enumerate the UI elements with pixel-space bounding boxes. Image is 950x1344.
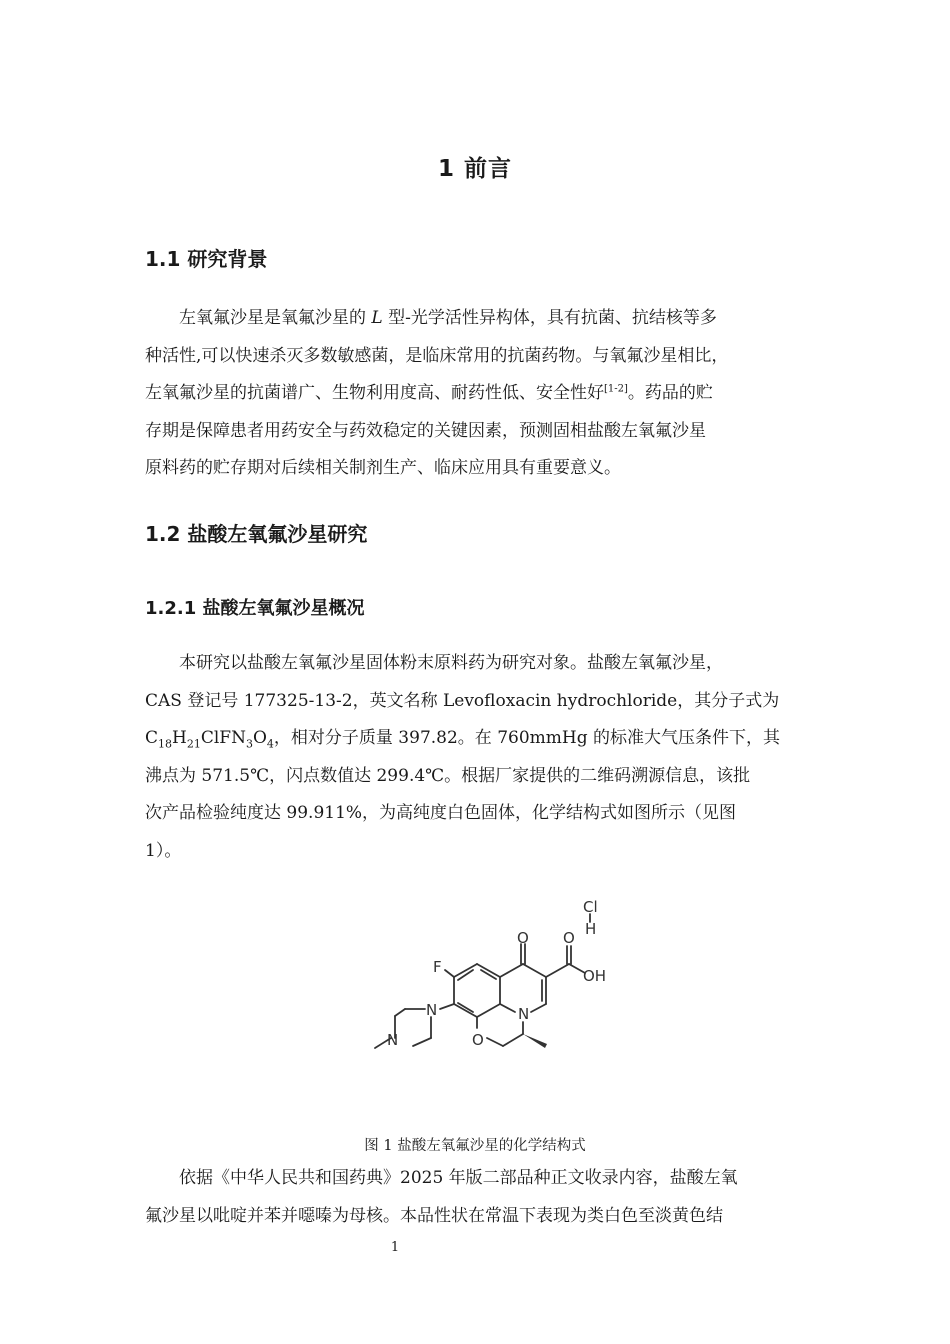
atom-label-n: N: [426, 1001, 438, 1019]
paragraph-line: 氟沙星以吡啶并苯并噁嗪为母核。本品性状在常温下表现为类白色至淡黄色结: [145, 1205, 723, 1226]
atom-label-cl: Cl: [583, 898, 598, 916]
paragraph-line: $C_{18}H_{21}ClFN_3O_4$，相对分子质量 397.82。在 760mmHg 的标准大气压条件下，其: [145, 728, 780, 751]
paragraph-line: 依据《中华人民共和国药典》2025 年版二部品种正文收录内容，盐酸左氧: [179, 1168, 738, 1188]
section-heading-1-1: 1.1 研究背景: [145, 247, 268, 271]
paragraph-line: 本研究以盐酸左氧氟沙星固体粉末原料药为研究对象。盐酸左氧氟沙星，: [179, 653, 723, 673]
atom-label-n: N: [387, 1031, 399, 1049]
page-number: 1: [390, 1240, 400, 1255]
paragraph-line: 左氧氟沙星是氧氟沙星的 L 型-光学活性异构体，具有抗菌、抗结核等多: [179, 308, 717, 328]
paragraph-line: 次产品检验纯度达 99.911%，为高纯度白色固体，化学结构式如图所示（见图: [145, 803, 737, 823]
molecular-formula: $C_{18}H_{21}ClFN_3O_4$: [145, 728, 274, 751]
methyl-wedge-bond: [523, 1034, 547, 1048]
section-heading-1-2: 1.2 盐酸左氧氟沙星研究: [145, 522, 368, 546]
atom-label-o: O: [472, 1031, 484, 1049]
paragraph-line: 1）。: [145, 840, 182, 861]
paragraph-line: 种活性,可以快速杀灭多数敏感菌，是临床常用的抗菌药物。与氧氟沙星相比，: [145, 345, 729, 366]
citation-1-2: [1-2]: [604, 383, 628, 395]
atom-label-o: O: [563, 929, 575, 947]
paragraph-line: 沸点为 571.5℃，闪点数值达 299.4℃。根据厂家提供的二维码溯源信息，该批: [145, 765, 751, 786]
levofloxacin-hcl-structure: [365, 888, 625, 1068]
paragraph-overview: [145, 645, 809, 870]
atom-label-o: O: [517, 929, 529, 947]
chemical-structure-figure: [365, 888, 625, 1068]
subsection-heading-1-2-1: 1.2.1 盐酸左氧氟沙星概况: [145, 598, 365, 619]
chapter-title: 1 前言: [437, 156, 512, 182]
paragraph-line: 存期是保障患者用药安全与药效稳定的关键因素，预测固相盐酸左氧氟沙星: [145, 420, 706, 441]
paragraph-line: 左氧氟沙星的抗菌谱广、生物利用度高、耐药性低、安全性好[1-2]。药品的贮: [145, 383, 713, 403]
figure-caption: 图 1 盐酸左氧氟沙星的化学结构式: [364, 1138, 586, 1154]
atom-label-f: F: [433, 958, 442, 976]
atom-label-n: N: [518, 1005, 530, 1023]
paragraph-pharmacopoeia: [145, 1160, 809, 1235]
paragraph-line: CAS 登记号 177325-13-2，英文名称 Levofloxacin hydrochloride，其分子式为: [145, 690, 780, 711]
atom-label-h: H: [585, 920, 597, 938]
atom-label-oh: OH: [583, 967, 607, 985]
paragraph-line: 原料药的贮存期对后续相关制剂生产、临床应用具有重要意义。: [145, 458, 621, 478]
paragraph-research-background: [145, 300, 809, 488]
